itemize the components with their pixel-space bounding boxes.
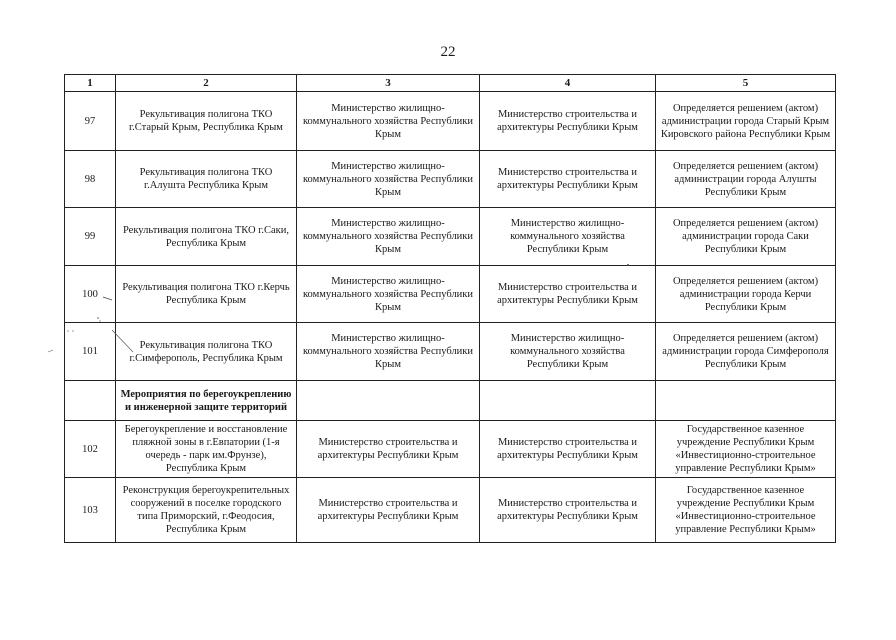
operator-cell: Определяется решением (актом) администрации города Симферополя Республики Крым bbox=[656, 323, 836, 381]
row-number: 101 bbox=[65, 323, 116, 381]
document-table bbox=[64, 74, 836, 543]
empty-cell bbox=[65, 381, 116, 421]
object-name-cell: Рекультивация полигона ТКО г.Симферополь, Республика Крым bbox=[116, 323, 297, 381]
section-title: Мероприятия по берегоукреплению и инженерной защите территорий bbox=[116, 381, 297, 421]
developer-cell: Министерство строительства и архитектуры Республики Крым bbox=[480, 151, 656, 208]
developer-cell: Министерство строительства и архитектуры Республики Крым bbox=[480, 421, 656, 478]
developer-cell: Министерство строительства и архитектуры Республики Крым bbox=[480, 478, 656, 543]
operator-cell: Государственное казенное учреждение Республики Крым «Инвестиционно-строительное управление Республики Крым» bbox=[656, 421, 836, 478]
table-row bbox=[65, 151, 836, 208]
developer-cell: Министерство жилищно-коммунального хозяйства Республики Крым bbox=[480, 208, 656, 266]
row-number: 100 bbox=[65, 266, 116, 323]
developer-cell: Министерство жилищно-коммунального хозяйства Республики Крым bbox=[480, 323, 656, 381]
customer-cell: Министерство строительства и архитектуры Республики Крым bbox=[297, 421, 480, 478]
object-name-cell: Рекультивация полигона ТКО г.Саки, Республика Крым bbox=[116, 208, 297, 266]
table-row bbox=[65, 323, 836, 381]
developer-cell: Министерство строительства и архитектуры Республики Крым bbox=[480, 92, 656, 151]
empty-cell bbox=[297, 381, 480, 421]
row-number: 97 bbox=[65, 92, 116, 151]
operator-cell: Определяется решением (актом) администрации города Старый Крым Кировского района Республики Крым bbox=[656, 92, 836, 151]
object-name-cell: Реконструкция берегоукрепительных сооружений в поселке городского типа Приморский, г.Феодосия, Республика Крым bbox=[116, 478, 297, 543]
operator-cell: Определяется решением (актом) администрации города Алушты Республики Крым bbox=[656, 151, 836, 208]
column-header: 1 bbox=[65, 75, 116, 92]
table-row bbox=[65, 208, 836, 266]
object-name-cell: Рекультивация полигона ТКО г.Керчь Республика Крым bbox=[116, 266, 297, 323]
empty-cell bbox=[656, 381, 836, 421]
operator-cell: Определяется решением (актом) администрации города Керчи Республики Крым bbox=[656, 266, 836, 323]
column-header: 4 bbox=[480, 75, 656, 92]
row-number: 98 bbox=[65, 151, 116, 208]
row-number: 102 bbox=[65, 421, 116, 478]
table-row bbox=[65, 92, 836, 151]
customer-cell: Министерство жилищно-коммунального хозяйства Республики Крым bbox=[297, 208, 480, 266]
customer-cell: Министерство жилищно-коммунального хозяйства Республики Крым bbox=[297, 151, 480, 208]
customer-cell: Министерство строительства и архитектуры Республики Крым bbox=[297, 478, 480, 543]
object-name-cell: Рекультивация полигона ТКО г.Алушта Республика Крым bbox=[116, 151, 297, 208]
table-header-row bbox=[65, 75, 836, 92]
table-row bbox=[65, 266, 836, 323]
column-header: 3 bbox=[297, 75, 480, 92]
column-header: 2 bbox=[116, 75, 297, 92]
table-row bbox=[65, 478, 836, 543]
customer-cell: Министерство жилищно-коммунального хозяйства Республики Крым bbox=[297, 92, 480, 151]
developer-cell: Министерство строительства и архитектуры Республики Крым bbox=[480, 266, 656, 323]
customer-cell: Министерство жилищно-коммунального хозяйства Республики Крым bbox=[297, 266, 480, 323]
object-name-cell: Рекультивация полигона ТКО г.Старый Крым, Республика Крым bbox=[116, 92, 297, 151]
table-row bbox=[65, 421, 836, 478]
page-number: 22 bbox=[440, 44, 456, 60]
operator-cell: Государственное казенное учреждение Республики Крым «Инвестиционно-строительное управление Республики Крым» bbox=[656, 478, 836, 543]
object-name-cell: Берегоукрепление и восстановление пляжной зоны в г.Евпатории (1-я очередь - парк им.Фрунзе), Республика Крым bbox=[116, 421, 297, 478]
column-header: 5 bbox=[656, 75, 836, 92]
row-number: 99 bbox=[65, 208, 116, 266]
row-number: 103 bbox=[65, 478, 116, 543]
section-row bbox=[65, 381, 836, 421]
operator-cell: Определяется решением (актом) администрации города Саки Республики Крым bbox=[656, 208, 836, 266]
customer-cell: Министерство жилищно-коммунального хозяйства Республики Крым bbox=[297, 323, 480, 381]
empty-cell bbox=[480, 381, 656, 421]
